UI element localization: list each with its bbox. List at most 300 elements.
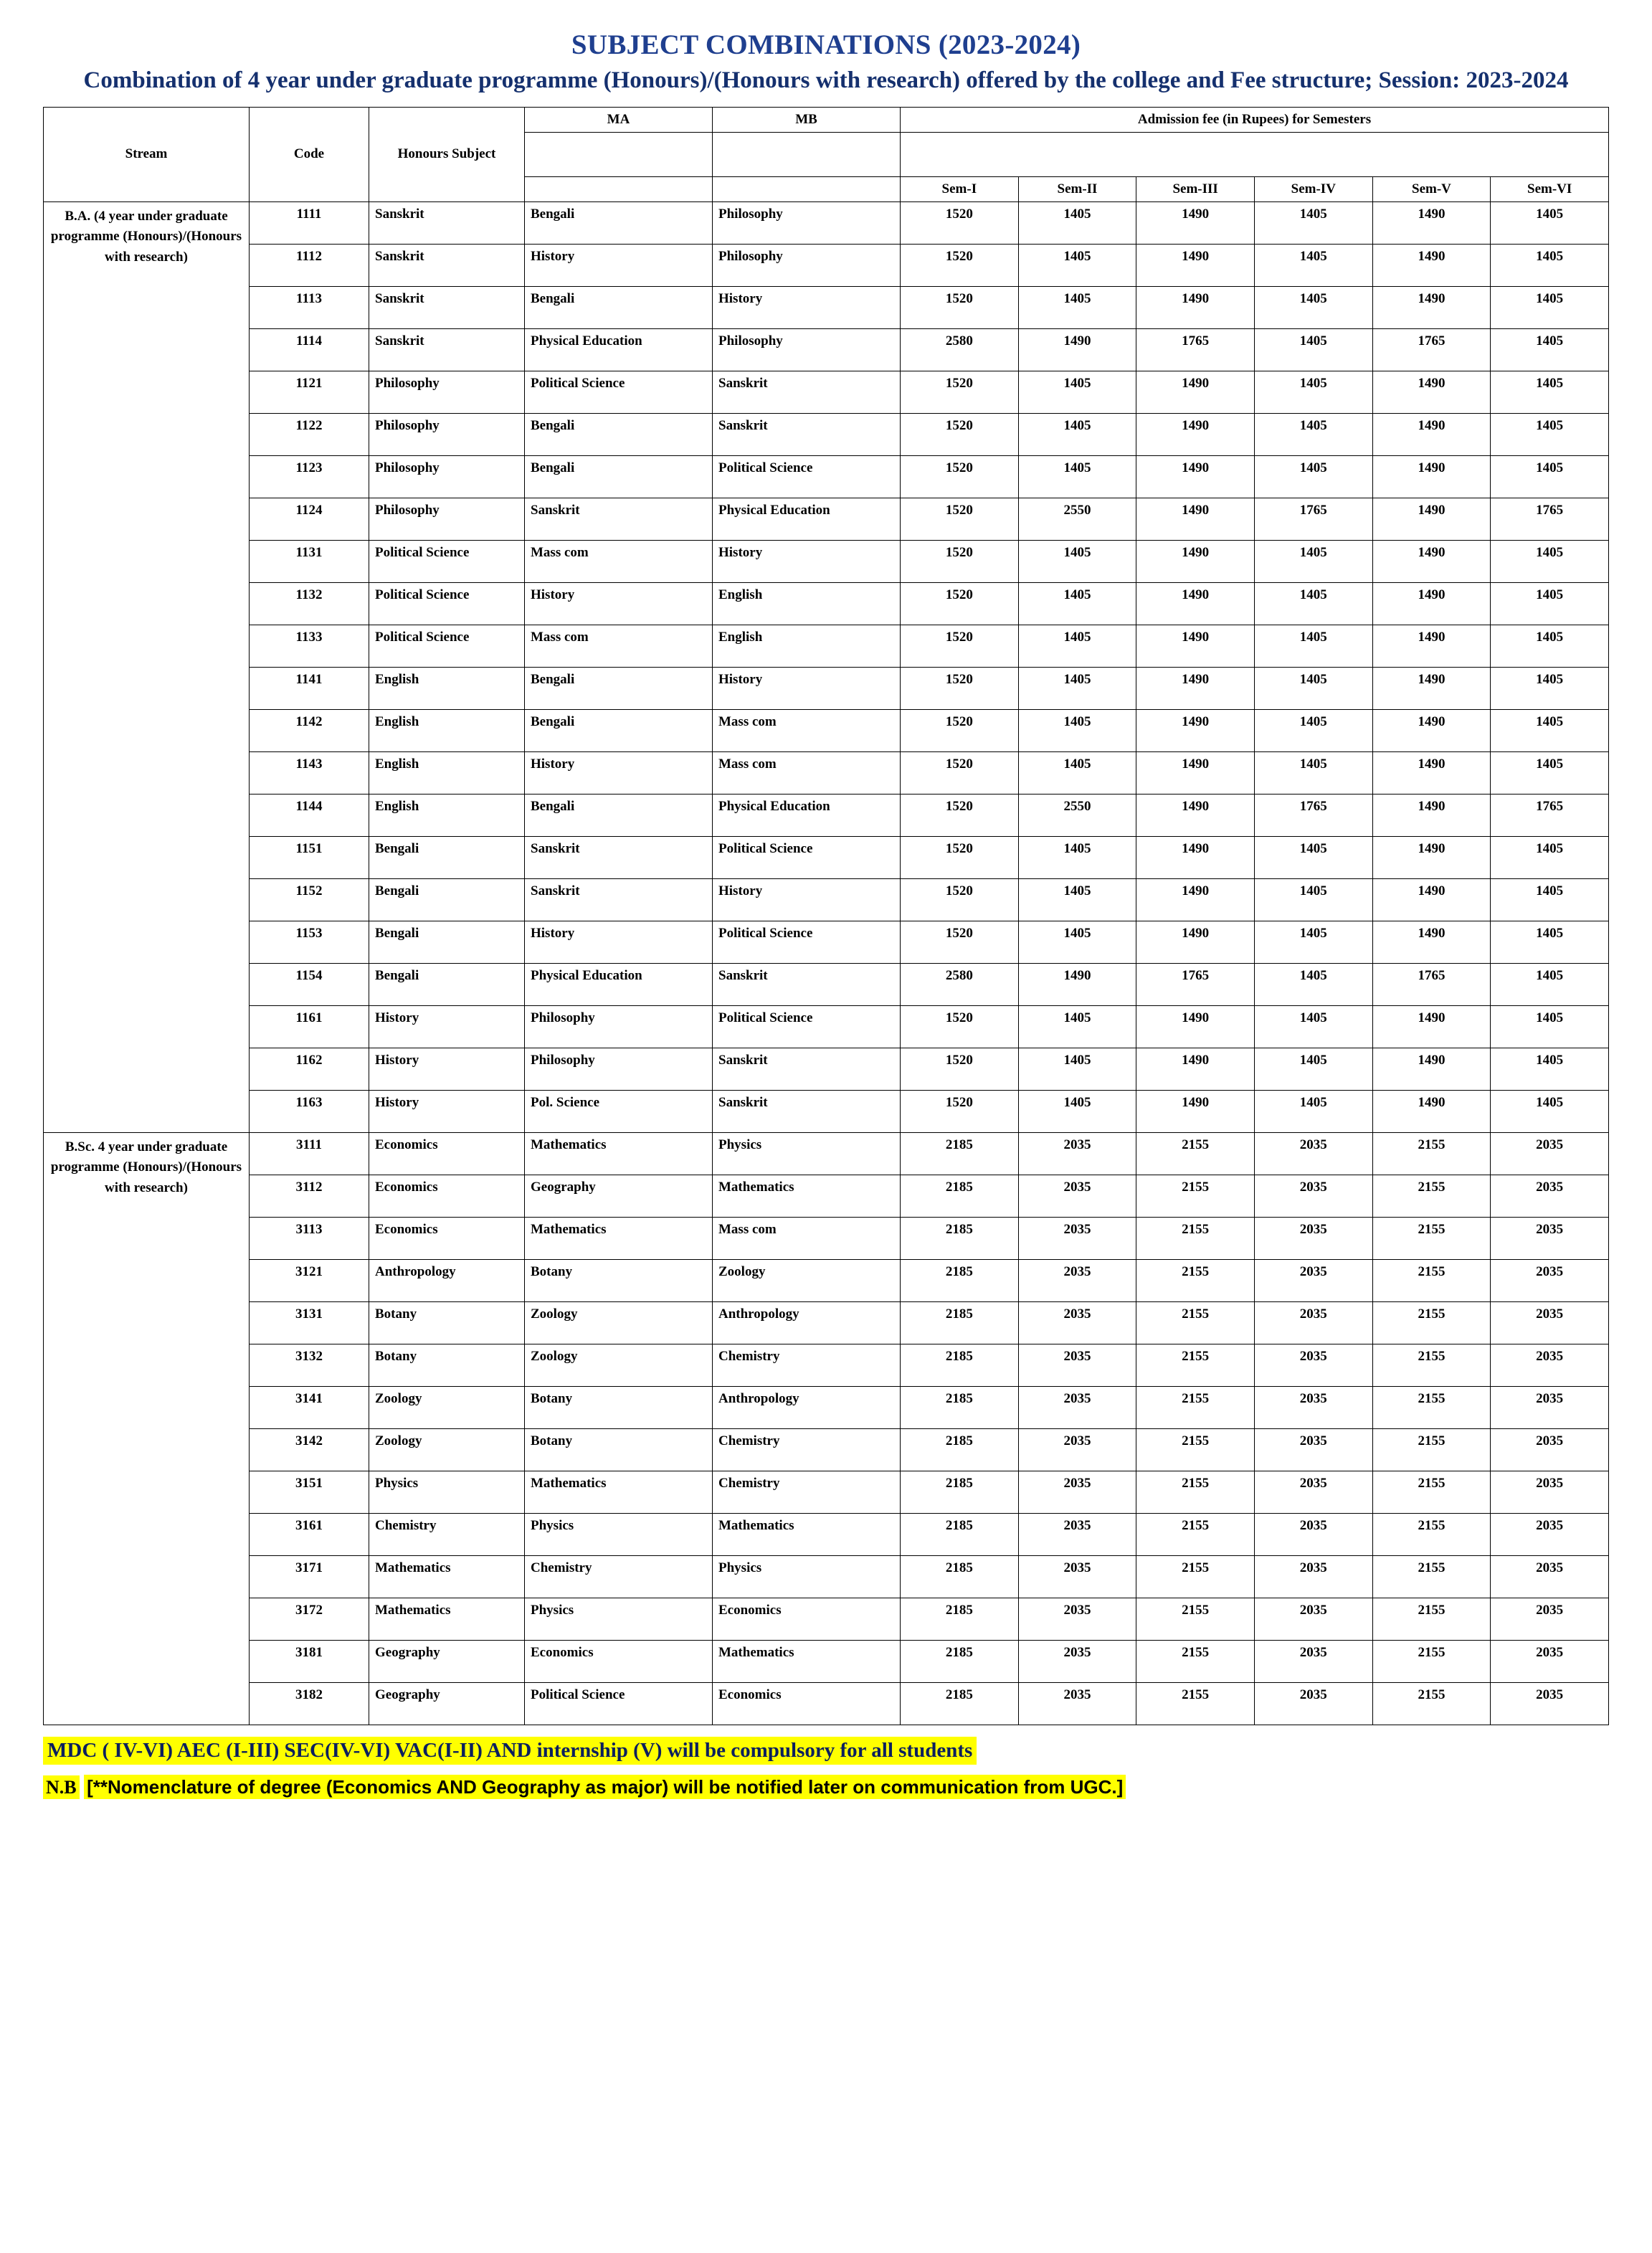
table-row xyxy=(44,582,1609,625)
mb-cell: Economics xyxy=(713,1682,901,1725)
fee-cell-sem-1: 2580 xyxy=(901,328,1019,371)
table-row xyxy=(44,1598,1609,1640)
fee-cell-sem-3: 1765 xyxy=(1136,328,1255,371)
table-body xyxy=(44,201,1609,1725)
fee-cell-sem-3: 2155 xyxy=(1136,1640,1255,1682)
mb-cell: Sanskrit xyxy=(713,963,901,1005)
fee-cell-sem-3: 1490 xyxy=(1136,498,1255,540)
code-cell: 3132 xyxy=(250,1344,369,1386)
mb-cell: Philosophy xyxy=(713,328,901,371)
fee-cell-sem-1: 2185 xyxy=(901,1132,1019,1175)
table-row xyxy=(44,286,1609,328)
fee-cell-sem-5: 1765 xyxy=(1372,963,1491,1005)
table-row xyxy=(44,921,1609,963)
ma-cell: Economics xyxy=(525,1640,713,1682)
mb-cell: Mass com xyxy=(713,751,901,794)
fee-cell-sem-2: 2035 xyxy=(1018,1132,1136,1175)
fee-cell-sem-4: 2035 xyxy=(1254,1682,1372,1725)
fee-cell-sem-2: 2035 xyxy=(1018,1386,1136,1428)
code-cell: 3161 xyxy=(250,1513,369,1555)
fee-cell-sem-6: 1405 xyxy=(1491,540,1609,582)
honours-subject-cell: Sanskrit xyxy=(369,286,525,328)
fee-cell-sem-6: 2035 xyxy=(1491,1640,1609,1682)
code-cell: 3182 xyxy=(250,1682,369,1725)
fee-cell-sem-5: 2155 xyxy=(1372,1555,1491,1598)
fee-cell-sem-1: 2185 xyxy=(901,1598,1019,1640)
fee-cell-sem-6: 1405 xyxy=(1491,1090,1609,1132)
nb-text: [**Nomenclature of degree (Economics AND Geography as major) will be notified later on communication from UGC.] xyxy=(84,1775,1126,1799)
fee-cell-sem-2: 1405 xyxy=(1018,540,1136,582)
fee-cell-sem-2: 1405 xyxy=(1018,667,1136,709)
code-cell: 1153 xyxy=(250,921,369,963)
fee-cell-sem-6: 2035 xyxy=(1491,1555,1609,1598)
fee-cell-sem-1: 2185 xyxy=(901,1386,1019,1428)
fee-cell-sem-2: 1405 xyxy=(1018,413,1136,455)
honours-subject-cell: English xyxy=(369,794,525,836)
code-cell: 3171 xyxy=(250,1555,369,1598)
honours-subject-cell: Economics xyxy=(369,1132,525,1175)
ma-cell: Physics xyxy=(525,1598,713,1640)
fee-cell-sem-5: 1490 xyxy=(1372,371,1491,413)
fee-cell-sem-2: 2035 xyxy=(1018,1513,1136,1555)
header-admission-fee: Admission fee (in Rupees) for Semesters xyxy=(901,107,1609,132)
ma-cell: Geography xyxy=(525,1175,713,1217)
fee-cell-sem-5: 1490 xyxy=(1372,1090,1491,1132)
ma-cell: Zoology xyxy=(525,1344,713,1386)
table-row xyxy=(44,709,1609,751)
fee-cell-sem-6: 1405 xyxy=(1491,244,1609,286)
fee-cell-sem-1: 1520 xyxy=(901,201,1019,244)
code-cell: 3112 xyxy=(250,1175,369,1217)
fee-cell-sem-6: 2035 xyxy=(1491,1175,1609,1217)
fee-cell-sem-5: 1490 xyxy=(1372,540,1491,582)
header-sem-6: Sem-VI xyxy=(1491,176,1609,201)
fee-cell-sem-2: 1405 xyxy=(1018,751,1136,794)
code-cell: 1113 xyxy=(250,286,369,328)
fee-cell-sem-1: 2185 xyxy=(901,1513,1019,1555)
fee-cell-sem-3: 1765 xyxy=(1136,963,1255,1005)
table-row xyxy=(44,1386,1609,1428)
fee-cell-sem-6: 1405 xyxy=(1491,667,1609,709)
mb-cell: Mathematics xyxy=(713,1513,901,1555)
honours-subject-cell: Geography xyxy=(369,1682,525,1725)
honours-subject-cell: Botany xyxy=(369,1301,525,1344)
honours-subject-cell: Anthropology xyxy=(369,1259,525,1301)
fee-cell-sem-6: 1405 xyxy=(1491,371,1609,413)
ma-cell: Bengali xyxy=(525,201,713,244)
fee-cell-sem-5: 1490 xyxy=(1372,413,1491,455)
table-row xyxy=(44,1471,1609,1513)
mb-cell: History xyxy=(713,878,901,921)
fee-cell-sem-5: 2155 xyxy=(1372,1259,1491,1301)
fee-cell-sem-4: 1405 xyxy=(1254,921,1372,963)
mb-cell: History xyxy=(713,667,901,709)
fee-cell-sem-3: 1490 xyxy=(1136,709,1255,751)
fee-cell-sem-1: 2185 xyxy=(901,1344,1019,1386)
fee-cell-sem-4: 1405 xyxy=(1254,625,1372,667)
honours-subject-cell: English xyxy=(369,709,525,751)
mb-cell: Anthropology xyxy=(713,1301,901,1344)
mb-cell: History xyxy=(713,286,901,328)
honours-subject-cell: History xyxy=(369,1048,525,1090)
header-sem-5: Sem-V xyxy=(1372,176,1491,201)
fee-cell-sem-3: 1490 xyxy=(1136,371,1255,413)
fee-cell-sem-6: 1405 xyxy=(1491,286,1609,328)
fee-cell-sem-4: 1405 xyxy=(1254,582,1372,625)
fee-cell-sem-6: 1405 xyxy=(1491,1048,1609,1090)
table-row xyxy=(44,455,1609,498)
code-cell: 1163 xyxy=(250,1090,369,1132)
fee-cell-sem-1: 2185 xyxy=(901,1259,1019,1301)
honours-subject-cell: Philosophy xyxy=(369,498,525,540)
code-cell: 1112 xyxy=(250,244,369,286)
fee-cell-sem-4: 1405 xyxy=(1254,1090,1372,1132)
honours-subject-cell: Botany xyxy=(369,1344,525,1386)
fee-cell-sem-5: 2155 xyxy=(1372,1640,1491,1682)
fee-cell-sem-5: 2155 xyxy=(1372,1471,1491,1513)
table-row xyxy=(44,1175,1609,1217)
code-cell: 3121 xyxy=(250,1259,369,1301)
table-row xyxy=(44,878,1609,921)
fee-cell-sem-4: 1405 xyxy=(1254,1048,1372,1090)
code-cell: 3151 xyxy=(250,1471,369,1513)
fee-cell-sem-4: 1405 xyxy=(1254,709,1372,751)
ma-cell: Philosophy xyxy=(525,1005,713,1048)
fee-cell-sem-2: 1405 xyxy=(1018,709,1136,751)
fee-cell-sem-4: 2035 xyxy=(1254,1598,1372,1640)
honours-subject-cell: Physics xyxy=(369,1471,525,1513)
code-cell: 1114 xyxy=(250,328,369,371)
fee-cell-sem-6: 1405 xyxy=(1491,751,1609,794)
fee-cell-sem-2: 1405 xyxy=(1018,1005,1136,1048)
ma-cell: Bengali xyxy=(525,667,713,709)
fee-cell-sem-6: 2035 xyxy=(1491,1259,1609,1301)
fee-cell-sem-4: 1405 xyxy=(1254,836,1372,878)
fee-cell-sem-3: 2155 xyxy=(1136,1555,1255,1598)
mb-cell: Political Science xyxy=(713,836,901,878)
fee-cell-sem-4: 2035 xyxy=(1254,1513,1372,1555)
fee-cell-sem-2: 2035 xyxy=(1018,1640,1136,1682)
fee-cell-sem-1: 2185 xyxy=(901,1471,1019,1513)
fee-cell-sem-4: 2035 xyxy=(1254,1217,1372,1259)
ma-cell: Bengali xyxy=(525,286,713,328)
fee-cell-sem-5: 1490 xyxy=(1372,498,1491,540)
fee-cell-sem-6: 2035 xyxy=(1491,1386,1609,1428)
fee-cell-sem-3: 1490 xyxy=(1136,625,1255,667)
ma-cell: History xyxy=(525,921,713,963)
mb-cell: Chemistry xyxy=(713,1471,901,1513)
fee-cell-sem-3: 2155 xyxy=(1136,1513,1255,1555)
fee-cell-sem-3: 2155 xyxy=(1136,1344,1255,1386)
fee-cell-sem-4: 2035 xyxy=(1254,1428,1372,1471)
table-row xyxy=(44,1132,1609,1175)
fee-cell-sem-2: 2035 xyxy=(1018,1555,1136,1598)
mb-cell: Philosophy xyxy=(713,201,901,244)
fee-cell-sem-3: 1490 xyxy=(1136,1090,1255,1132)
fee-cell-sem-2: 1405 xyxy=(1018,1048,1136,1090)
fee-cell-sem-3: 1490 xyxy=(1136,921,1255,963)
mb-cell: Political Science xyxy=(713,1005,901,1048)
fee-cell-sem-2: 1405 xyxy=(1018,836,1136,878)
honours-subject-cell: History xyxy=(369,1005,525,1048)
code-cell: 1131 xyxy=(250,540,369,582)
code-cell: 1162 xyxy=(250,1048,369,1090)
fee-cell-sem-1: 1520 xyxy=(901,921,1019,963)
table-row xyxy=(44,1301,1609,1344)
table-row xyxy=(44,1682,1609,1725)
fee-cell-sem-2: 2035 xyxy=(1018,1471,1136,1513)
fee-cell-sem-1: 1520 xyxy=(901,878,1019,921)
fee-cell-sem-1: 1520 xyxy=(901,286,1019,328)
honours-subject-cell: Mathematics xyxy=(369,1598,525,1640)
fee-cell-sem-5: 2155 xyxy=(1372,1217,1491,1259)
table-row xyxy=(44,1259,1609,1301)
fee-cell-sem-2: 1405 xyxy=(1018,244,1136,286)
table-row xyxy=(44,1555,1609,1598)
fee-cell-sem-3: 1490 xyxy=(1136,836,1255,878)
page-title: SUBJECT COMBINATIONS (2023-2024) xyxy=(571,29,1081,60)
header-sem-4: Sem-IV xyxy=(1254,176,1372,201)
fee-cell-sem-5: 1490 xyxy=(1372,455,1491,498)
fee-cell-sem-4: 1405 xyxy=(1254,244,1372,286)
code-cell: 1161 xyxy=(250,1005,369,1048)
fee-cell-sem-5: 2155 xyxy=(1372,1175,1491,1217)
ma-cell: Political Science xyxy=(525,1682,713,1725)
fee-cell-sem-2: 2035 xyxy=(1018,1428,1136,1471)
mb-cell: Economics xyxy=(713,1598,901,1640)
fee-cell-sem-5: 1490 xyxy=(1372,1048,1491,1090)
fee-cell-sem-5: 1490 xyxy=(1372,286,1491,328)
fee-cell-sem-2: 2035 xyxy=(1018,1259,1136,1301)
fee-cell-sem-4: 1405 xyxy=(1254,286,1372,328)
fee-cell-sem-6: 1405 xyxy=(1491,455,1609,498)
fee-cell-sem-6: 1405 xyxy=(1491,836,1609,878)
honours-subject-cell: Economics xyxy=(369,1217,525,1259)
code-cell: 1154 xyxy=(250,963,369,1005)
fee-cell-sem-3: 2155 xyxy=(1136,1598,1255,1640)
stream-cell: B.Sc. 4 year under graduate programme (Honours)/(Honours with research) xyxy=(44,1132,250,1725)
fee-cell-sem-4: 1765 xyxy=(1254,794,1372,836)
code-cell: 1143 xyxy=(250,751,369,794)
fee-cell-sem-4: 2035 xyxy=(1254,1386,1372,1428)
fee-cell-sem-1: 1520 xyxy=(901,455,1019,498)
header-sem-2: Sem-II xyxy=(1018,176,1136,201)
ma-cell: Bengali xyxy=(525,709,713,751)
fee-cell-sem-1: 1520 xyxy=(901,1005,1019,1048)
fee-cell-sem-1: 1520 xyxy=(901,371,1019,413)
ma-cell: Physical Education xyxy=(525,963,713,1005)
ma-cell: Bengali xyxy=(525,455,713,498)
fee-cell-sem-3: 2155 xyxy=(1136,1132,1255,1175)
mb-cell: Chemistry xyxy=(713,1428,901,1471)
fee-cell-sem-4: 1405 xyxy=(1254,371,1372,413)
fee-cell-sem-3: 2155 xyxy=(1136,1682,1255,1725)
fee-cell-sem-6: 1405 xyxy=(1491,709,1609,751)
mb-cell: Political Science xyxy=(713,921,901,963)
header-mb-spacer xyxy=(713,132,901,176)
honours-subject-cell: Sanskrit xyxy=(369,328,525,371)
fee-cell-sem-2: 2035 xyxy=(1018,1598,1136,1640)
header-sem-1: Sem-I xyxy=(901,176,1019,201)
honours-subject-cell: Economics xyxy=(369,1175,525,1217)
fee-cell-sem-6: 1405 xyxy=(1491,413,1609,455)
code-cell: 3172 xyxy=(250,1598,369,1640)
fee-cell-sem-1: 2185 xyxy=(901,1682,1019,1725)
fee-cell-sem-1: 2185 xyxy=(901,1640,1019,1682)
table-row xyxy=(44,1217,1609,1259)
fee-cell-sem-4: 2035 xyxy=(1254,1640,1372,1682)
fee-cell-sem-5: 2155 xyxy=(1372,1682,1491,1725)
mb-cell: History xyxy=(713,540,901,582)
ma-cell: Sanskrit xyxy=(525,836,713,878)
ma-cell: Botany xyxy=(525,1428,713,1471)
header-ma-spacer xyxy=(525,132,713,176)
code-cell: 1123 xyxy=(250,455,369,498)
mb-cell: Physics xyxy=(713,1132,901,1175)
table-row xyxy=(44,1048,1609,1090)
fee-cell-sem-1: 1520 xyxy=(901,540,1019,582)
table-row xyxy=(44,413,1609,455)
fee-cell-sem-4: 2035 xyxy=(1254,1132,1372,1175)
fee-cell-sem-2: 1405 xyxy=(1018,878,1136,921)
header-sem-3: Sem-III xyxy=(1136,176,1255,201)
ma-cell: Pol. Science xyxy=(525,1090,713,1132)
honours-subject-cell: History xyxy=(369,1090,525,1132)
fee-cell-sem-5: 2155 xyxy=(1372,1598,1491,1640)
ma-cell: Mathematics xyxy=(525,1471,713,1513)
fee-cell-sem-2: 1405 xyxy=(1018,371,1136,413)
mb-cell: Physical Education xyxy=(713,498,901,540)
fee-cell-sem-2: 1405 xyxy=(1018,455,1136,498)
fee-cell-sem-2: 1405 xyxy=(1018,1090,1136,1132)
nb-note xyxy=(43,1776,1609,1798)
code-cell: 1132 xyxy=(250,582,369,625)
code-cell: 1144 xyxy=(250,794,369,836)
ma-cell: Bengali xyxy=(525,413,713,455)
fee-cell-sem-3: 1490 xyxy=(1136,1048,1255,1090)
fee-cell-sem-4: 2035 xyxy=(1254,1259,1372,1301)
fee-cell-sem-6: 2035 xyxy=(1491,1682,1609,1725)
honours-subject-cell: Zoology xyxy=(369,1428,525,1471)
fee-cell-sem-2: 1490 xyxy=(1018,963,1136,1005)
fee-cell-sem-4: 1405 xyxy=(1254,328,1372,371)
fee-cell-sem-5: 2155 xyxy=(1372,1301,1491,1344)
code-cell: 3113 xyxy=(250,1217,369,1259)
fee-cell-sem-5: 1490 xyxy=(1372,836,1491,878)
table-row xyxy=(44,625,1609,667)
fee-cell-sem-3: 1490 xyxy=(1136,667,1255,709)
header-fee-spacer xyxy=(901,132,1609,176)
ma-cell: Sanskrit xyxy=(525,878,713,921)
fee-cell-sem-6: 1405 xyxy=(1491,963,1609,1005)
compulsory-note: MDC ( IV-VI) AEC (I-III) SEC(IV-VI) VAC(I-II) AND internship (V) will be compulsory for all students xyxy=(43,1737,977,1765)
table-row xyxy=(44,963,1609,1005)
honours-subject-cell: Bengali xyxy=(369,878,525,921)
table-row xyxy=(44,371,1609,413)
table-row xyxy=(44,201,1609,244)
fee-cell-sem-1: 2185 xyxy=(901,1555,1019,1598)
stream-cell: B.A. (4 year under graduate programme (Honours)/(Honours with research) xyxy=(44,201,250,1132)
honours-subject-cell: Bengali xyxy=(369,836,525,878)
fee-cell-sem-1: 1520 xyxy=(901,794,1019,836)
fee-cell-sem-3: 2155 xyxy=(1136,1217,1255,1259)
fee-cell-sem-3: 1490 xyxy=(1136,794,1255,836)
fee-cell-sem-6: 1405 xyxy=(1491,921,1609,963)
honours-subject-cell: English xyxy=(369,667,525,709)
fee-cell-sem-4: 1405 xyxy=(1254,540,1372,582)
fee-cell-sem-2: 2035 xyxy=(1018,1175,1136,1217)
honours-subject-cell: Chemistry xyxy=(369,1513,525,1555)
fee-cell-sem-3: 2155 xyxy=(1136,1175,1255,1217)
header-ma: MA xyxy=(525,107,713,132)
fee-cell-sem-4: 1405 xyxy=(1254,878,1372,921)
ma-cell: History xyxy=(525,751,713,794)
fee-cell-sem-5: 2155 xyxy=(1372,1428,1491,1471)
mb-cell: Sanskrit xyxy=(713,413,901,455)
code-cell: 3111 xyxy=(250,1132,369,1175)
ma-cell: Philosophy xyxy=(525,1048,713,1090)
fee-cell-sem-3: 1490 xyxy=(1136,582,1255,625)
fee-cell-sem-4: 1405 xyxy=(1254,455,1372,498)
table-row xyxy=(44,328,1609,371)
subject-combinations-table xyxy=(43,107,1609,1725)
ma-cell: Chemistry xyxy=(525,1555,713,1598)
mb-cell: Sanskrit xyxy=(713,371,901,413)
code-cell: 3181 xyxy=(250,1640,369,1682)
code-cell: 1142 xyxy=(250,709,369,751)
code-cell: 1141 xyxy=(250,667,369,709)
honours-subject-cell: Philosophy xyxy=(369,371,525,413)
fee-cell-sem-5: 1490 xyxy=(1372,625,1491,667)
table-row xyxy=(44,667,1609,709)
fee-cell-sem-1: 1520 xyxy=(901,667,1019,709)
page-subtitle: Combination of 4 year under graduate programme (Honours)/(Honours with research) offered by the college and Fee structure; Session: 2023-2024 xyxy=(83,67,1569,93)
table-row xyxy=(44,836,1609,878)
mb-cell: Physics xyxy=(713,1555,901,1598)
table-row xyxy=(44,244,1609,286)
nb-label: N.B xyxy=(43,1775,80,1799)
fee-cell-sem-3: 1490 xyxy=(1136,751,1255,794)
fee-cell-sem-3: 1490 xyxy=(1136,286,1255,328)
fee-cell-sem-6: 2035 xyxy=(1491,1132,1609,1175)
fee-cell-sem-2: 2035 xyxy=(1018,1217,1136,1259)
fee-cell-sem-5: 1490 xyxy=(1372,794,1491,836)
honours-subject-cell: Sanskrit xyxy=(369,201,525,244)
ma-cell: Mass com xyxy=(525,540,713,582)
fee-cell-sem-5: 2155 xyxy=(1372,1386,1491,1428)
fee-cell-sem-5: 1490 xyxy=(1372,751,1491,794)
fee-cell-sem-2: 2035 xyxy=(1018,1682,1136,1725)
fee-cell-sem-6: 2035 xyxy=(1491,1513,1609,1555)
table-row xyxy=(44,1005,1609,1048)
code-cell: 1151 xyxy=(250,836,369,878)
fee-cell-sem-2: 2035 xyxy=(1018,1344,1136,1386)
honours-subject-cell: Philosophy xyxy=(369,455,525,498)
fee-cell-sem-6: 1405 xyxy=(1491,328,1609,371)
code-cell: 3131 xyxy=(250,1301,369,1344)
table-row xyxy=(44,1428,1609,1471)
fee-cell-sem-4: 1405 xyxy=(1254,667,1372,709)
ma-cell: Mass com xyxy=(525,625,713,667)
ma-cell: Bengali xyxy=(525,794,713,836)
header-code: Code xyxy=(250,107,369,201)
fee-cell-sem-6: 2035 xyxy=(1491,1428,1609,1471)
fee-cell-sem-4: 2035 xyxy=(1254,1301,1372,1344)
fee-cell-sem-1: 1520 xyxy=(901,751,1019,794)
ma-cell: Mathematics xyxy=(525,1132,713,1175)
header-mb-blank xyxy=(713,176,901,201)
code-cell: 1124 xyxy=(250,498,369,540)
